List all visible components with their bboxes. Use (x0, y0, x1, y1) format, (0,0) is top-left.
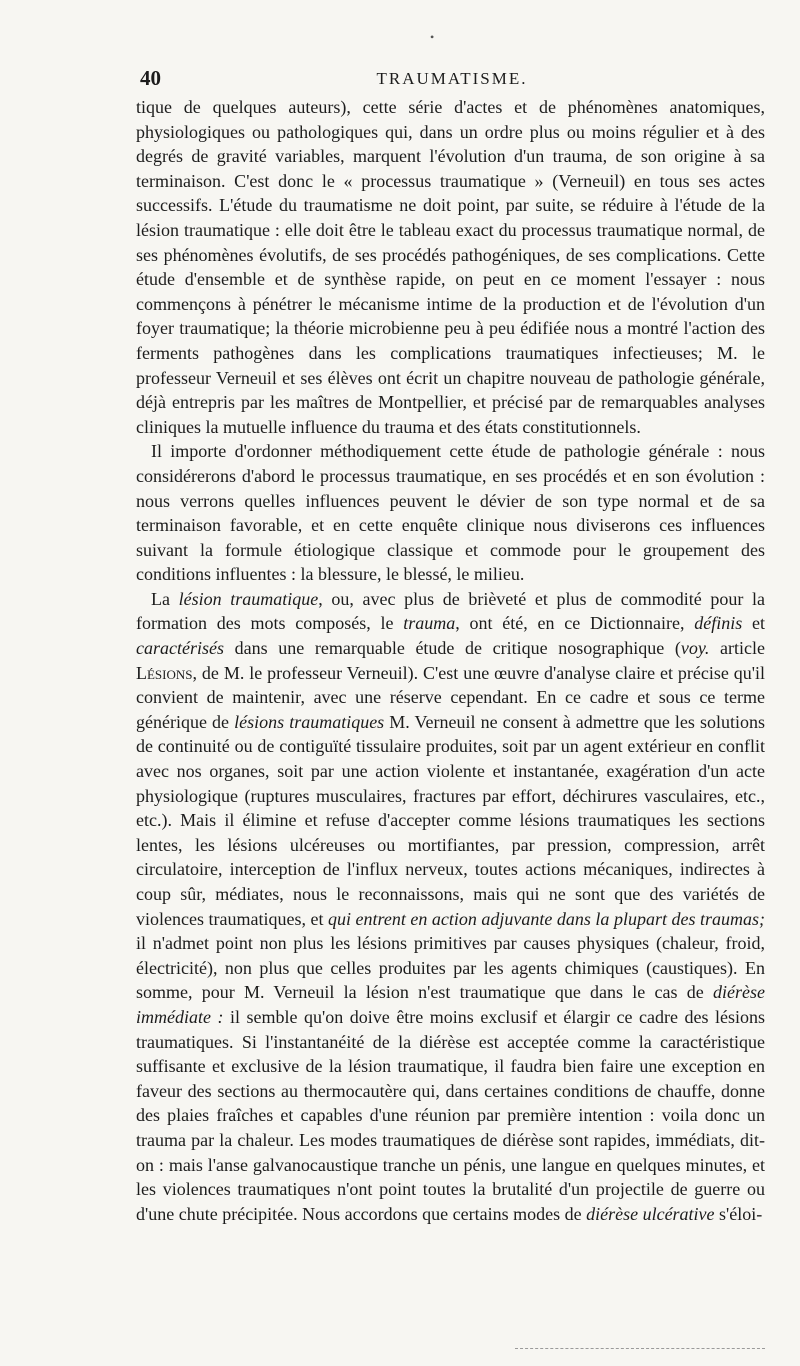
text-run: Il importe d'ordonner méthodiquement cette étude de pathologie générale : nous considérerons d'abord le processus traumatique, en ses procédés et en son évolution : nous verrons quelles influences peuvent le dévier de son type normal et de sa terminaison favorable, et en cette enquête clinique nous diviserons ces influences suivant la formule étiologique classique et commode pour le groupement des conditions influentes : la blessure, le blessé, le milieu. (136, 441, 765, 585)
body-text (136, 95, 765, 1226)
text-run: il semble qu'on doive être moins exclusif et élargir ce cadre des lésions traumatiques. Si l'instantanéité de la diérèse est acceptée comme la caractéristique suffisante et exclusive de la lésion traumatique, il faudra bien faire une exception en faveur des sections au thermocautère qui, dans certaines conditions de chauffe, donne des plaies fraîches et capables d'une réunion par première intention : voila donc un trauma par la chaleur. Les modes traumatiques de diérèse sont rapides, immédiats, dit-on : mais l'anse galvanocaustique tranche un pénis, une langue en quelques minutes, et les violences traumatiques n'ont point toutes la brutalité d'un projectile de guerre ou d'une chute précipitée. Nous accordons que certains modes de (136, 1006, 765, 1224)
italic-text: définis (694, 613, 743, 634)
paragraph (136, 95, 765, 439)
text-run: La (151, 588, 179, 609)
text-run: , de M. le professeur Verneuil). C'est une œuvre d'analyse claire et précise qu'il convient de maintenir, avec une réserve cependant. En ce cadre et sous ce terme générique de (136, 662, 765, 732)
text-run: s'éloi- (714, 1203, 763, 1224)
print-mark: • (430, 30, 435, 44)
italic-text: diérèse immédiate : (136, 982, 765, 1027)
text-run: , ou, avec plus de brièveté et plus de commodité pour la formation des mots composés, le (136, 588, 765, 634)
italic-text: voy. (680, 638, 710, 659)
italic-text: qui entrent en action adjuvante dans la plupart des traumas; (328, 908, 766, 929)
text-run: tique de quelques auteurs), cette série d'actes et de phénomènes anatomiques, physiologiques ou pathologiques qui, dans un ordre plus ou moins régulier et à des degrés de gravité variables, marquent l'évolution d'un trauma, de son origine à sa terminaison. C'est donc le « processus traumatique » (Verneuil) en tous ses actes successifs. L'étude du traumatisme ne doit point, par suite, se réduire à l'étude de la lésion traumatique : elle doit être le tableau exact du processus traumatique normal, de ses phénomènes évolutifs, de ses procédés pathogéniques, de ses complications. Cette étude d'ensemble et de synthèse rapide, on peut en ce moment l'essayer : nous commençons à pénétrer le mécanisme intime de la production et de l'évolution d'un foyer traumatique; la théorie microbienne peu à peu édifiée nous a montré l'action des ferments pathogènes dans les complications traumatiques infectieuses; M. le professeur Verneuil et ses élèves ont écrit un chapitre nouveau de pathologie générale, déjà entrepris par les maîtres de Montpellier, et précisé par de remarquables analyses cliniques la mutuelle influence du trauma et des états constitutionnels. (136, 97, 765, 437)
text-run: et (742, 613, 765, 634)
italic-text: lésion traumatique (178, 588, 319, 609)
paragraph (136, 587, 765, 1226)
text-run: il n'admet point non plus les lésions primitives par causes physiques (chaleur, froid, électricité), non plus que celles produites par les agents chimiques (caustiques). En somme, pour M. Verneuil la lésion n'est traumatique que dans le cas de (136, 933, 765, 1003)
page-header (140, 66, 764, 94)
small-caps-text: Lésions (136, 662, 193, 683)
text-run: , ont été, en ce Dictionnaire, (455, 613, 695, 634)
italic-text: trauma (403, 613, 456, 634)
text-run: M. Verneuil ne consent à admettre que les solutions de continuité ou de contiguïté tissulaire produites, soit par un agent extérieur en conflit avec nos organes, soit par une action violente et instantanée, exagération d'un acte physiologique (ruptures musculaires, fractures par effort, déchirures vasculaires, etc., etc.). Mais il élimine et refuse d'accepter comme lésions traumatiques les sections lentes, les lésions ulcéreuses ou mortifiantes, par pression, compression, arrêt circulatoire, interception de l'influx nerveux, toutes actions mécaniques, indirectes à coup sûr, médiates, nous le reconnaissons, mais qui ne sont que des variétés de violences traumatiques, et (136, 711, 765, 929)
text-run: dans une remarquable étude de critique nosographique ( (223, 638, 681, 659)
page-number: 40 (140, 66, 161, 90)
running-title: TRAUMATISME. (376, 69, 528, 88)
text-run: article (709, 638, 765, 659)
italic-text: diérèse ulcérative (586, 1203, 715, 1224)
bottom-rule (515, 1348, 765, 1349)
italic-text: caractérisés (136, 638, 224, 659)
paragraph (136, 439, 765, 587)
italic-text: lésions traumatiques (234, 711, 385, 732)
